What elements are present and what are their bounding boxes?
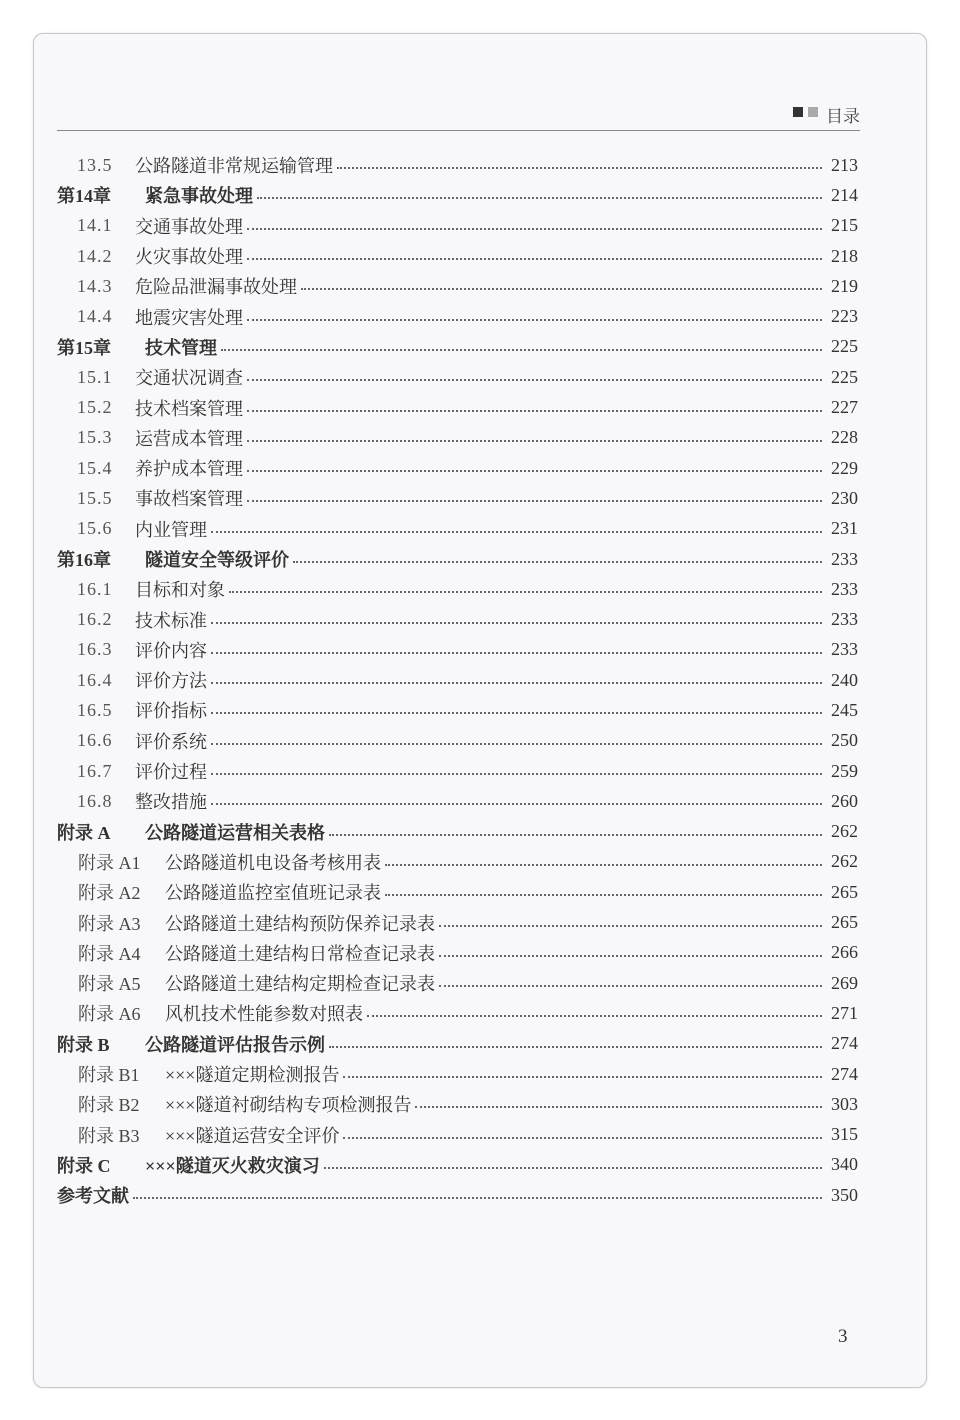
toc-entry-sec[interactable]: [57, 786, 858, 816]
toc-entry-ref[interactable]: [57, 1180, 858, 1210]
entry-title: 公路隧道土建结构预防保养记录表: [165, 913, 435, 934]
toc-entry-appsub[interactable]: [57, 1089, 858, 1119]
entry-title: 危险品泄漏事故处理: [135, 277, 297, 298]
dot-leader: [221, 349, 822, 351]
toc-entry-sec[interactable]: [57, 362, 858, 392]
toc-entry-appsub[interactable]: [57, 877, 858, 907]
dot-leader: [247, 379, 822, 381]
entry-page: 262: [831, 851, 858, 872]
entry-title: 公路隧道运营相关表格: [145, 822, 325, 843]
entry-title: 运营成本管理: [135, 428, 243, 449]
toc-entry-appsub[interactable]: [57, 938, 858, 968]
entry-number: 第14章: [57, 186, 111, 207]
dot-leader: [329, 834, 822, 836]
entry-title: 交通事故处理: [135, 216, 243, 237]
entry-page: 227: [831, 397, 858, 418]
entry-page: 233: [831, 609, 858, 630]
toc-entry-appsub[interactable]: [57, 907, 858, 937]
dot-leader: [211, 531, 822, 533]
dot-leader: [211, 712, 822, 714]
entry-number: 16.8: [77, 790, 113, 811]
dot-leader: [211, 773, 822, 775]
entry-page: 213: [831, 154, 858, 175]
entry-title: 公路隧道监控室值班记录表: [165, 883, 381, 904]
toc-entry-sec[interactable]: [57, 453, 858, 483]
entry-title: 公路隧道评估报告示例: [145, 1034, 325, 1055]
toc-entry-sec[interactable]: [57, 271, 858, 301]
dot-leader: [247, 500, 822, 502]
entry-title: 评价系统: [135, 731, 207, 752]
toc-entry-chap[interactable]: [57, 180, 858, 210]
toc-entry-sec[interactable]: [57, 695, 858, 725]
entry-number: 14.2: [77, 245, 113, 266]
entry-title: 风机技术性能参数对照表: [165, 1004, 363, 1025]
toc-entry-appsub[interactable]: [57, 1120, 858, 1150]
dot-leader: [439, 955, 822, 957]
entry-title: 评价过程: [135, 762, 207, 783]
entry-page: 229: [831, 457, 858, 478]
entry-number: 16.7: [77, 760, 113, 781]
light-square-icon: [808, 107, 818, 117]
dot-leader: [343, 1137, 822, 1139]
dot-leader: [211, 622, 822, 624]
entry-title: ×××隧道运营安全评价: [165, 1125, 340, 1146]
entry-title: 公路隧道土建结构日常检查记录表: [165, 943, 435, 964]
entry-title: 评价指标: [135, 701, 207, 722]
entry-title: 隧道安全等级评价: [145, 550, 289, 570]
entry-title: 地震灾害处理: [135, 307, 243, 328]
entry-number: 15.2: [77, 397, 113, 418]
dot-leader: [229, 591, 822, 593]
entry-page: 250: [831, 730, 858, 751]
entry-title: 公路隧道土建结构定期检查记录表: [165, 974, 435, 995]
entry-number: 附录 A2: [78, 883, 141, 904]
dot-leader: [367, 1015, 822, 1017]
dot-leader: [329, 1046, 822, 1048]
dark-square-icon: [793, 107, 803, 117]
toc-entry-chap[interactable]: [57, 544, 858, 574]
entry-page: 233: [831, 639, 858, 660]
entry-page: 219: [831, 275, 858, 296]
entry-page: 215: [831, 215, 858, 236]
dot-leader: [211, 743, 822, 745]
toc-entry-app[interactable]: [57, 817, 858, 847]
dot-leader: [247, 470, 822, 472]
entry-number: 15.3: [77, 427, 113, 448]
dot-leader: [247, 410, 822, 412]
entry-number: 附录 A: [57, 822, 111, 843]
entry-number: 附录 A1: [78, 852, 141, 873]
entry-number: 附录 B3: [78, 1125, 140, 1146]
entry-title: 目标和对象: [135, 580, 225, 601]
entry-title: 火灾事故处理: [135, 247, 243, 268]
entry-title: 事故档案管理: [135, 489, 243, 510]
toc-entry-sec[interactable]: [57, 150, 858, 180]
toc-entry-app[interactable]: [57, 1150, 858, 1180]
toc-entry-sec[interactable]: [57, 756, 858, 786]
toc-entry-sec[interactable]: [57, 423, 858, 453]
entry-number: 附录 C: [57, 1155, 111, 1176]
dot-leader: [439, 985, 822, 987]
entry-title: 整改措施: [135, 792, 207, 813]
toc-entry-sec[interactable]: [57, 726, 858, 756]
entry-number: 附录 A5: [78, 974, 141, 995]
toc-entry-sec[interactable]: [57, 392, 858, 422]
toc-entry-sec[interactable]: [57, 574, 858, 604]
entry-page: 265: [831, 912, 858, 933]
entry-number: 15.5: [77, 487, 113, 508]
entry-page: 231: [831, 518, 858, 539]
dot-leader: [301, 288, 822, 290]
entry-page: 245: [831, 699, 858, 720]
table-of-contents: [57, 150, 858, 1210]
entry-page: 271: [831, 1002, 858, 1023]
entry-title: ×××隧道灭火救灾演习: [145, 1155, 320, 1176]
dot-leader: [343, 1076, 822, 1078]
entry-page: 259: [831, 760, 858, 781]
header-title: 目录: [826, 107, 860, 126]
entry-number: 第16章: [57, 550, 111, 570]
toc-entry-appsub[interactable]: [57, 968, 858, 998]
entry-number: 16.1: [77, 578, 113, 599]
entry-number: 附录 B: [57, 1034, 110, 1055]
toc-entry-appsub[interactable]: [57, 847, 858, 877]
entry-page: 269: [831, 972, 858, 993]
entry-page: 233: [831, 548, 858, 569]
dot-leader: [337, 167, 822, 169]
entry-number: 14.1: [77, 215, 113, 236]
entry-title: 评价方法: [135, 671, 207, 692]
entry-title: 技术标准: [135, 610, 207, 631]
toc-entry-sec[interactable]: [57, 604, 858, 634]
entry-page: 274: [831, 1063, 858, 1084]
entry-number: 16.5: [77, 699, 113, 720]
dot-leader: [439, 925, 822, 927]
dot-leader: [211, 682, 822, 684]
entry-number: 附录 B1: [78, 1065, 140, 1086]
entry-number: 15.6: [77, 518, 113, 539]
entry-title: ×××隧道定期检测报告: [165, 1065, 340, 1086]
toc-entry-appsub[interactable]: [57, 1059, 858, 1089]
dot-leader: [293, 561, 822, 563]
dot-leader: [257, 197, 822, 199]
entry-page: 340: [831, 1154, 858, 1175]
entry-page: 218: [831, 245, 858, 266]
toc-entry-appsub[interactable]: [57, 998, 858, 1028]
entry-number: 附录 A3: [78, 913, 141, 934]
dot-leader: [324, 1167, 822, 1169]
entry-page: 262: [831, 821, 858, 842]
entry-page: 350: [831, 1184, 858, 1205]
entry-title: 技术档案管理: [135, 398, 243, 419]
entry-page: 315: [831, 1124, 858, 1145]
dot-leader: [415, 1106, 822, 1108]
entry-title: 交通状况调查: [135, 368, 243, 389]
entry-title: 技术管理: [145, 337, 217, 358]
entry-number: 第15章: [57, 337, 111, 358]
entry-page: 303: [831, 1093, 858, 1114]
entry-title: 养护成本管理: [135, 459, 243, 480]
entry-title: 紧急事故处理: [145, 186, 253, 207]
entry-number: 16.3: [77, 639, 113, 660]
entry-title: 公路隧道非常规运输管理: [135, 156, 333, 177]
entry-page: 266: [831, 942, 858, 963]
entry-title: 评价内容: [135, 640, 207, 661]
entry-title: 参考文献: [57, 1186, 129, 1207]
toc-entry-chap[interactable]: [57, 332, 858, 362]
entry-number: 14.3: [77, 275, 113, 296]
dot-leader: [247, 319, 822, 321]
toc-entry-sec[interactable]: [57, 665, 858, 695]
toc-entry-app[interactable]: [57, 1029, 858, 1059]
entry-page: 260: [831, 790, 858, 811]
dot-leader: [247, 258, 822, 260]
toc-entry-sec[interactable]: [57, 301, 858, 331]
entry-page: 233: [831, 578, 858, 599]
entry-number: 附录 B2: [78, 1095, 140, 1116]
entry-page: 225: [831, 336, 858, 357]
entry-title: 公路隧道机电设备考核用表: [165, 852, 381, 873]
entry-number: 15.1: [77, 366, 113, 387]
entry-page: 230: [831, 487, 858, 508]
entry-page: 240: [831, 669, 858, 690]
entry-number: 16.4: [77, 669, 113, 690]
entry-number: 14.4: [77, 306, 113, 327]
toc-entry-sec[interactable]: [57, 635, 858, 665]
toc-entry-sec[interactable]: [57, 514, 858, 544]
entry-page: 265: [831, 881, 858, 902]
running-header: [57, 100, 860, 131]
toc-entry-sec[interactable]: [57, 211, 858, 241]
toc-entry-sec[interactable]: [57, 241, 858, 271]
entry-number: 13.5: [77, 154, 113, 175]
entry-page: 225: [831, 366, 858, 387]
dot-leader: [385, 894, 822, 896]
entry-page: 214: [831, 184, 858, 205]
entry-title: ×××隧道衬砌结构专项检测报告: [165, 1095, 412, 1116]
dot-leader: [133, 1197, 822, 1199]
entry-page: 223: [831, 306, 858, 327]
entry-number: 16.2: [77, 609, 113, 630]
entry-number: 15.4: [77, 457, 113, 478]
dot-leader: [385, 864, 822, 866]
entry-number: 16.6: [77, 730, 113, 751]
dot-leader: [247, 440, 822, 442]
entry-number: 附录 A4: [78, 943, 141, 964]
toc-entry-sec[interactable]: [57, 483, 858, 513]
entry-page: 274: [831, 1033, 858, 1054]
dot-leader: [247, 228, 822, 230]
entry-page: 228: [831, 427, 858, 448]
dot-leader: [211, 803, 822, 805]
entry-title: 内业管理: [135, 519, 207, 540]
page-number: 3: [838, 1326, 848, 1347]
header-square-icons: [793, 107, 818, 117]
entry-number: 附录 A6: [78, 1004, 141, 1025]
dot-leader: [211, 652, 822, 654]
